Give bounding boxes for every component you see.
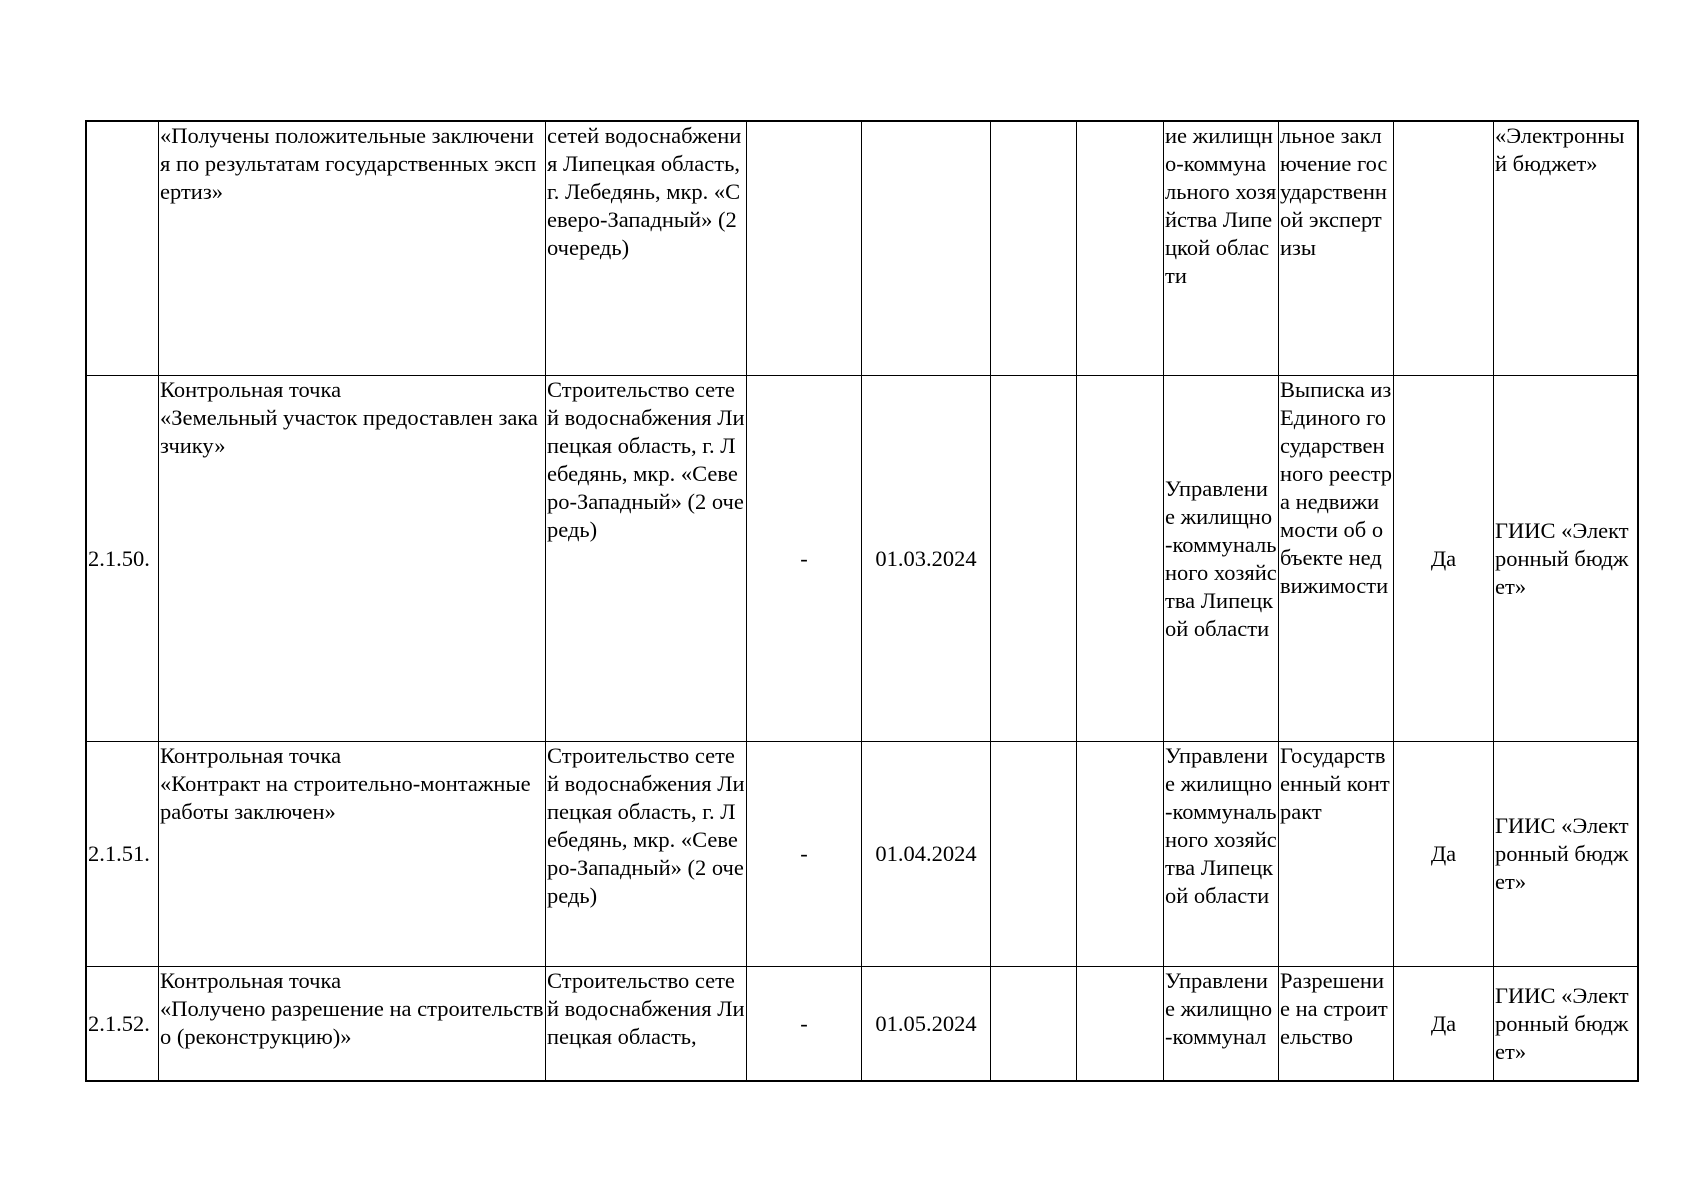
revision-cell: - <box>747 742 862 967</box>
date-cell <box>862 122 991 376</box>
revision-cell: - <box>747 376 862 742</box>
row-number <box>87 122 159 376</box>
row-number: 2.1.50. <box>87 376 159 742</box>
control-points-table <box>86 121 1638 1081</box>
empty-cell <box>1077 376 1164 742</box>
responsible-cell: Управление жилищно-коммунал <box>1164 967 1279 1081</box>
document-cell: Государственный контракт <box>1279 742 1394 967</box>
document-cell: Разрешение на строительство <box>1279 967 1394 1081</box>
table-row <box>87 122 1638 376</box>
empty-cell <box>991 742 1077 967</box>
date-cell: 01.05.2024 <box>862 967 991 1081</box>
row-number: 2.1.51. <box>87 742 159 967</box>
empty-cell <box>991 376 1077 742</box>
empty-cell <box>1077 967 1164 1081</box>
revision-cell <box>747 122 862 376</box>
empty-cell <box>1077 742 1164 967</box>
table-row <box>87 376 1638 742</box>
responsible-cell: Управление жилищно-коммунального хозяйства Липецкой области <box>1164 376 1279 742</box>
date-cell: 01.03.2024 <box>862 376 991 742</box>
table-row <box>87 742 1638 967</box>
key-flag-cell: Да <box>1394 967 1494 1081</box>
document-cell: льное заключение государственной экспертизы <box>1279 122 1394 376</box>
responsible-cell: Управление жилищно-коммунального хозяйства Липецкой области <box>1164 742 1279 967</box>
event-cell: Контрольная точка «Получено разрешение на строительство (реконструкцию)» <box>159 967 546 1081</box>
system-cell: ГИИС «Электронный бюджет» <box>1494 376 1638 742</box>
revision-cell: - <box>747 967 862 1081</box>
object-cell: Строительство сетей водоснабжения Липецкая область, г. Лебедянь, мкр. «Северо-Западный» (2 очередь) <box>546 376 747 742</box>
event-cell: Контрольная точка «Контракт на строительно-монтажные работы заключен» <box>159 742 546 967</box>
object-cell: Строительство сетей водоснабжения Липецкая область, г. Лебедянь, мкр. «Северо-Западный» (2 очередь) <box>546 742 747 967</box>
table-row <box>87 967 1638 1081</box>
key-flag-cell: Да <box>1394 376 1494 742</box>
document-cell: Выписка из Единого государственного реестра недвижимости об объекте недвижимости <box>1279 376 1394 742</box>
object-cell: сетей водоснабжения Липецкая область, г. Лебедянь, мкр. «Северо-Западный» (2 очередь) <box>546 122 747 376</box>
event-cell: «Получены положительные заключения по результатам государственных экспертиз» <box>159 122 546 376</box>
row-number: 2.1.52. <box>87 967 159 1081</box>
event-cell: Контрольная точка «Земельный участок предоставлен заказчику» <box>159 376 546 742</box>
system-cell: ГИИС «Электронный бюджет» <box>1494 967 1638 1081</box>
key-flag-cell <box>1394 122 1494 376</box>
system-cell: ГИИС «Электронный бюджет» <box>1494 742 1638 967</box>
key-flag-cell: Да <box>1394 742 1494 967</box>
empty-cell <box>991 967 1077 1081</box>
date-cell: 01.04.2024 <box>862 742 991 967</box>
responsible-cell: ие жилищно-коммунального хозяйства Липецкой области <box>1164 122 1279 376</box>
empty-cell <box>991 122 1077 376</box>
empty-cell <box>1077 122 1164 376</box>
system-cell: «Электронный бюджет» <box>1494 122 1638 376</box>
object-cell: Строительство сетей водоснабжения Липецкая область, <box>546 967 747 1081</box>
